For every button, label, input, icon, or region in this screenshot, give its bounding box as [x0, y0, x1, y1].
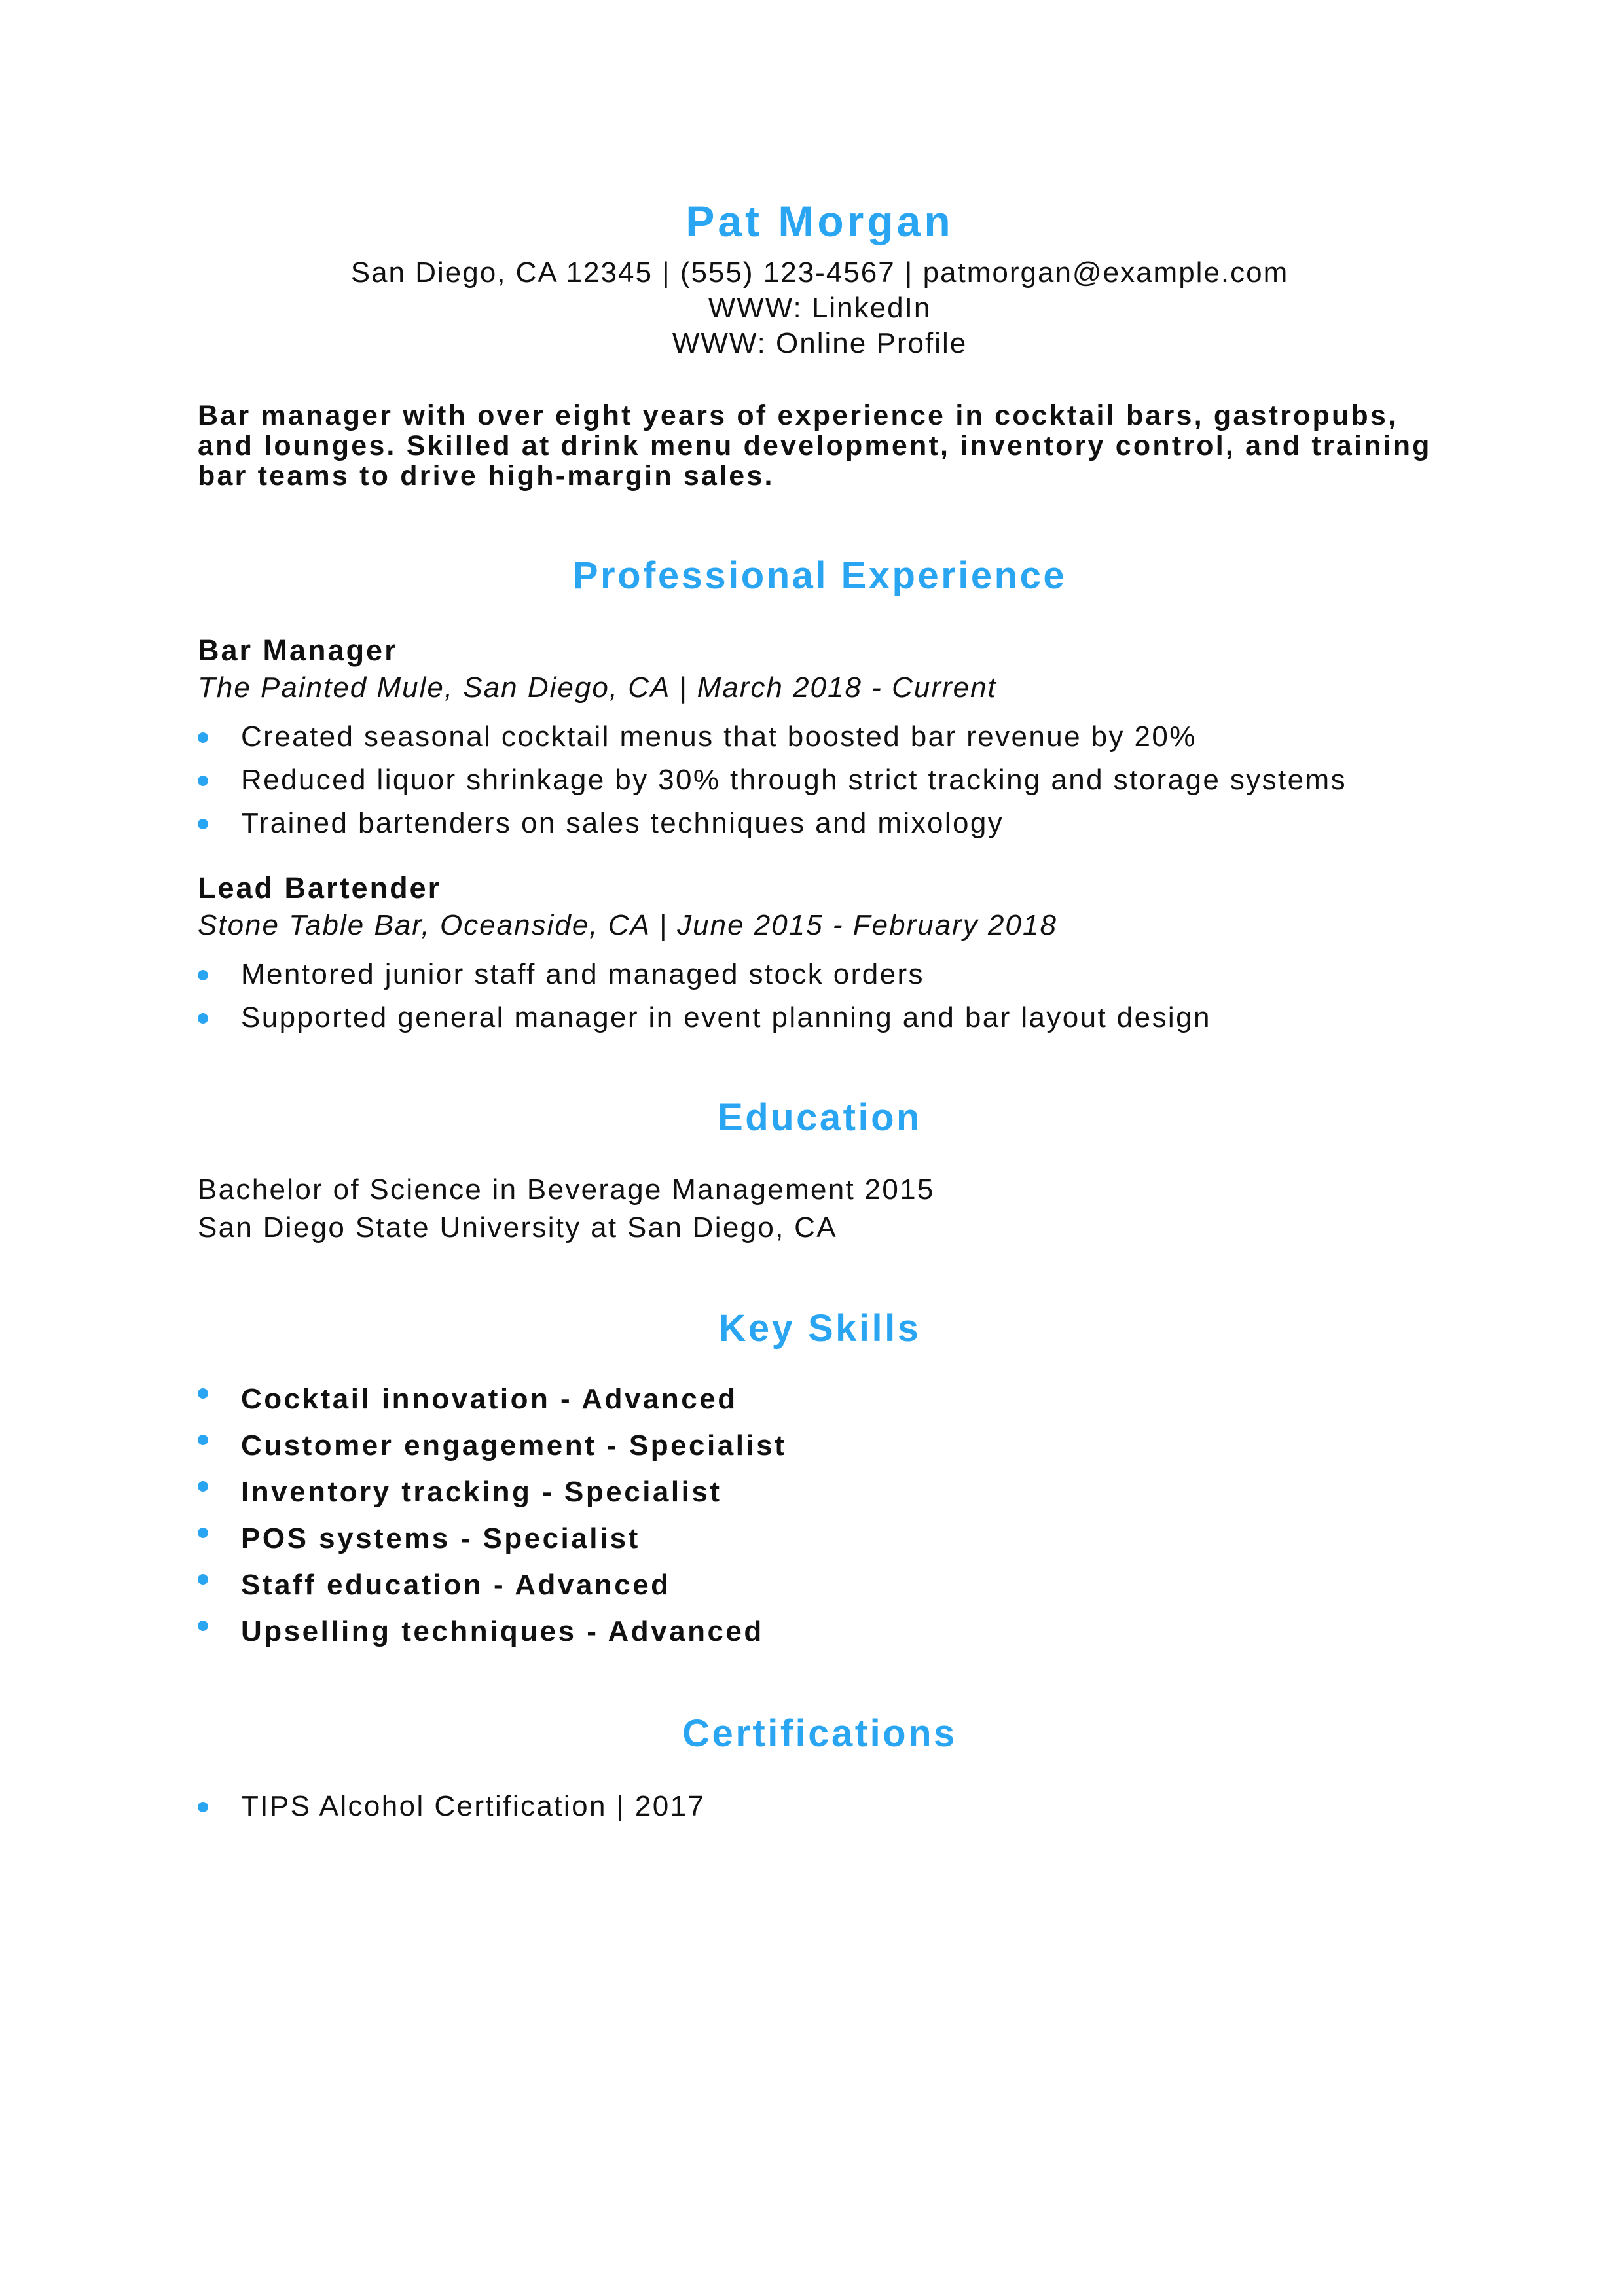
- bullet-icon: [198, 1574, 208, 1585]
- skill-text: POS systems - Specialist: [241, 1522, 640, 1554]
- bullet-icon: [198, 1528, 208, 1538]
- bullet-text: Created seasonal cocktail menus that boosted bar revenue by 20%: [241, 721, 1197, 753]
- skill-text: Customer engagement - Specialist: [241, 1429, 787, 1462]
- bullet-text: Reduced liquor shrinkage by 30% through strict tracking and storage systems: [241, 764, 1347, 796]
- linkedin-link[interactable]: WWW: LinkedIn: [708, 292, 932, 324]
- skill-text: Upselling techniques - Advanced: [241, 1615, 764, 1647]
- school: San Diego State University at San Diego, CA: [198, 1211, 837, 1244]
- job-title: Bar Manager: [198, 634, 398, 667]
- bullet-icon: [198, 1481, 208, 1492]
- section-title-skills: Key Skills: [718, 1307, 921, 1350]
- bullet-icon: [198, 819, 208, 829]
- job-meta: The Painted Mule, San Diego, CA | March 2018 - Current: [198, 672, 997, 704]
- skill-text: Cocktail innovation - Advanced: [241, 1383, 738, 1415]
- bullet-text: Supported general manager in event planning and bar layout design: [241, 1001, 1211, 1033]
- degree: Bachelor of Science in Beverage Management 2015: [198, 1174, 935, 1206]
- bullet-text: Mentored junior staff and managed stock orders: [241, 958, 924, 990]
- skill-text: Staff education - Advanced: [241, 1569, 671, 1601]
- bullet-icon: [198, 732, 208, 743]
- section-title-education: Education: [718, 1096, 922, 1139]
- bullet-icon: [198, 1435, 208, 1445]
- section-title-experience: Professional Experience: [572, 554, 1067, 597]
- bullet-icon: [198, 970, 208, 980]
- bullet-text: Trained bartenders on sales techniques and mixology: [241, 807, 1004, 839]
- online-profile-link[interactable]: WWW: Online Profile: [672, 327, 968, 359]
- section-title-certifications: Certifications: [682, 1712, 957, 1755]
- skill-text: Inventory tracking - Specialist: [241, 1476, 722, 1508]
- job-meta: Stone Table Bar, Oceanside, CA | June 2015 - February 2018: [198, 909, 1057, 941]
- professional-summary: Bar manager with over eight years of experience in cocktail bars, gastropubs, and lounges. Skilled at drink menu development, inventory control, and training bar teams to drive high-margin sales.: [198, 400, 1432, 492]
- contact-line: San Diego, CA 12345 | (555) 123-4567 | patmorgan@example.com: [350, 257, 1289, 289]
- bullet-icon: [198, 1621, 208, 1631]
- bullet-icon: [198, 1013, 208, 1024]
- bullet-icon: [198, 1802, 208, 1812]
- job-title: Lead Bartender: [198, 871, 442, 905]
- bullet-icon: [198, 776, 208, 786]
- certification-text: TIPS Alcohol Certification | 2017: [241, 1790, 706, 1822]
- candidate-name: Pat Morgan: [685, 197, 954, 245]
- bullet-icon: [198, 1388, 208, 1399]
